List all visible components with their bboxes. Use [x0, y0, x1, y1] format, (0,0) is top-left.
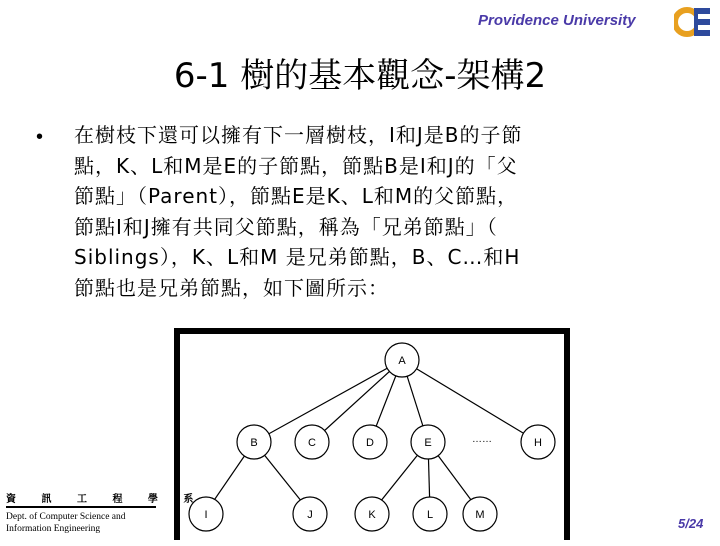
bullet-line: 在樹枝下還可以擁有下一層樹枝，I和J是B的子節 — [74, 123, 523, 147]
bullet-line: 點，K、L和M是E的子節點，節點B是I和J的「父 — [74, 153, 518, 178]
tree-node-label: H — [534, 437, 542, 449]
bullet-item — [36, 120, 686, 303]
tree-svg — [180, 334, 564, 546]
tree-node — [353, 425, 387, 459]
bullet-line: 節點I和J擁有共同父節點，稱為「兄弟節點」（ — [74, 214, 498, 239]
page-title: 6-1 樹的基本觀念-架構2 — [173, 56, 547, 96]
tree-node-label: M — [475, 509, 485, 521]
tree-node-label: I — [204, 509, 208, 521]
dept-name-chinese: 資 訊 工 程 學 系 — [6, 494, 205, 505]
tree-node-label: B — [250, 437, 258, 449]
dept-en-line: Information Engineering — [6, 524, 101, 534]
footer-divider — [6, 506, 156, 508]
tree-node — [463, 497, 497, 531]
pu-ce-logo-icon — [674, 4, 714, 40]
tree-node — [385, 343, 419, 377]
tree-node-label: J — [307, 509, 313, 521]
bullet-line: Siblings），K、L和M 是兄弟節點，B、C…和H — [74, 245, 521, 269]
tree-node — [355, 497, 389, 531]
bullet-text — [74, 120, 686, 303]
tree-node — [293, 497, 327, 531]
tree-node-label: A — [398, 355, 406, 367]
tree-node-label: C — [308, 437, 316, 449]
tree-node — [237, 425, 271, 459]
bullet-line: 節點也是兄弟節點，如下圖所示： — [74, 275, 389, 300]
tree-node-label: K — [368, 509, 376, 521]
tree-node — [521, 425, 555, 459]
tree-node-label: L — [426, 509, 434, 521]
dept-name-english — [6, 511, 126, 535]
bullet-line: 節點」（Parent），節點E是K、L和M的父節點， — [74, 184, 519, 208]
tree-node-label: D — [366, 437, 374, 449]
tree-ellipsis: …… — [472, 434, 492, 445]
tree-node — [413, 497, 447, 531]
university-name: Providence University — [478, 12, 636, 29]
tree-diagram — [174, 328, 570, 540]
page-number: 5/24 — [678, 516, 704, 531]
dept-en-line: Dept. of Computer Science and — [6, 512, 126, 522]
tree-node-label: E — [424, 437, 432, 449]
tree-node — [295, 425, 329, 459]
bullet-dot: • — [36, 126, 44, 148]
tree-node — [411, 425, 445, 459]
